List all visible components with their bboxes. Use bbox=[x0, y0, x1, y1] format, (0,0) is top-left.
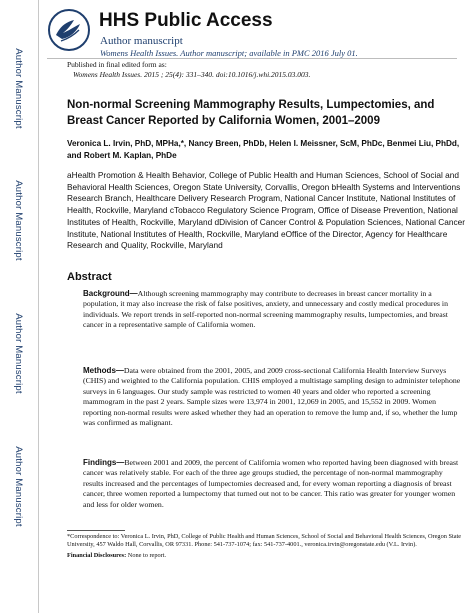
side-label-1: Author Manuscript bbox=[12, 47, 24, 129]
abstract-methods bbox=[83, 366, 463, 428]
manuscript-availability: Womens Health Issues. Author manuscript; available in PMC 2016 July 01. bbox=[100, 48, 358, 58]
findings-text: Between 2001 and 2009, the percent of California women who reported having been diagnosed with breast cancer was relatively stable. For each of the three age groups studied, the percentage of non-normal mammography results increased and the percentages of lumpectomies decreased and, for every woman reporting a diagnosis of breast cancer, three women reported a lumpectomy that turned out not to be cancer. This ratio was greater for younger women and less for older women. bbox=[83, 458, 459, 509]
header-banner bbox=[47, 8, 457, 59]
disclosures-label: Financial Disclosures: bbox=[67, 551, 127, 559]
side-rail bbox=[0, 0, 39, 613]
author-list: Veronica L. Irvin, PhD, MPHa,*, Nancy Breen, PhDb, Helen I. Meissner, ScM, PhDc, Benmei Liu, PhDd, and Robert M. Kaplan, PhDe bbox=[67, 139, 460, 160]
affiliations: aHealth Promotion & Health Behavior, College of Public Health and Human Sciences, School of Social and Behavioral Health Sciences, Oregon State University, Corvallis, Oregon bHealth Systems and Interventions Research Branch, Healthcare Delivery Research Program, National Cancer Institute, National Institutes of Health, Rockville, Maryland cTobacco Regulatory Science Program, Office of Disease Prevention, National Institutes of Health, Rockville, Maryland dDivision of Cancer Control & Population Sciences, National Cancer Institute, National Institutes of Health, Rockville, Maryland eOffice of the Director, Agency for Healthcare Research and Quality, Rockville, Maryland bbox=[67, 170, 465, 251]
financial-disclosures bbox=[67, 552, 465, 560]
methods-label: Methods— bbox=[83, 366, 124, 375]
footnotes bbox=[67, 533, 465, 560]
correspondence-note: *Correspondence to: Veronica L. Irvin, PhD, College of Public Health and Human Sciences, School of Social and Behavioral Health Sciences, Oregon State University, 457 Waldo Hall, Corvallis, OR 97331. Phone: 541-737-1074; fax: 541-737-4001., veronica.irvin@oregonstate.edu (V.L. Irvin). bbox=[67, 533, 462, 549]
article-title: Non-normal Screening Mammography Results, Lumpectomies, and Breast Cancer Reported by California Women, 2001–2009 bbox=[67, 99, 435, 127]
hhs-eagle-logo-icon bbox=[47, 8, 91, 52]
abstract-findings bbox=[83, 458, 463, 510]
citation-line: Womens Health Issues. 2015 ; 25(4): 331–340. doi:10.1016/j.whi.2015.03.003. bbox=[73, 70, 311, 79]
brand-title: HHS Public Access bbox=[99, 10, 273, 31]
background-text: Although screening mammography may contribute to decreases in breast cancer mortality in a population, it may also increase the risk of false positives, anxiety, and unnecessary and costly medical procedures in individuals. We report trends in self-reported non-normal screening mammography results, lumpectomies, and breast cancer in a representative sample of California women. bbox=[83, 289, 448, 330]
findings-label: Findings— bbox=[83, 458, 125, 467]
published-in-label: Published in final edited form as: bbox=[67, 60, 167, 69]
methods-text: Data were obtained from the 2001, 2005, and 2009 cross-sectional California Health Interview Surveys (CHIS) and weighted to the California population. CHIS employed a multistage sampling design to administer telephone surveys in 6 languages. Our study sample was restricted to women 40 years and older who reported a screening mammogram in the past 2 years. Sample sizes were 13,974 in 2001, 12,069 in 2005, and 15,552 in 2009. Women reporting non-normal results were asked whether they had an operation to remove the lump and, if so, whether the lump was confirmed as malignant. bbox=[83, 366, 461, 428]
abstract-heading: Abstract bbox=[67, 271, 112, 283]
manuscript-label: Author manuscript bbox=[100, 35, 183, 47]
publication-info bbox=[67, 60, 457, 80]
disclosures-text: None to report. bbox=[127, 551, 167, 559]
side-label-2: Author Manuscript bbox=[12, 179, 24, 261]
side-label-3: Author Manuscript bbox=[12, 312, 24, 394]
side-label-4: Author Manuscript bbox=[12, 445, 24, 527]
abstract-background bbox=[83, 289, 463, 331]
footnote-rule bbox=[67, 530, 125, 531]
background-label: Background— bbox=[83, 289, 138, 298]
